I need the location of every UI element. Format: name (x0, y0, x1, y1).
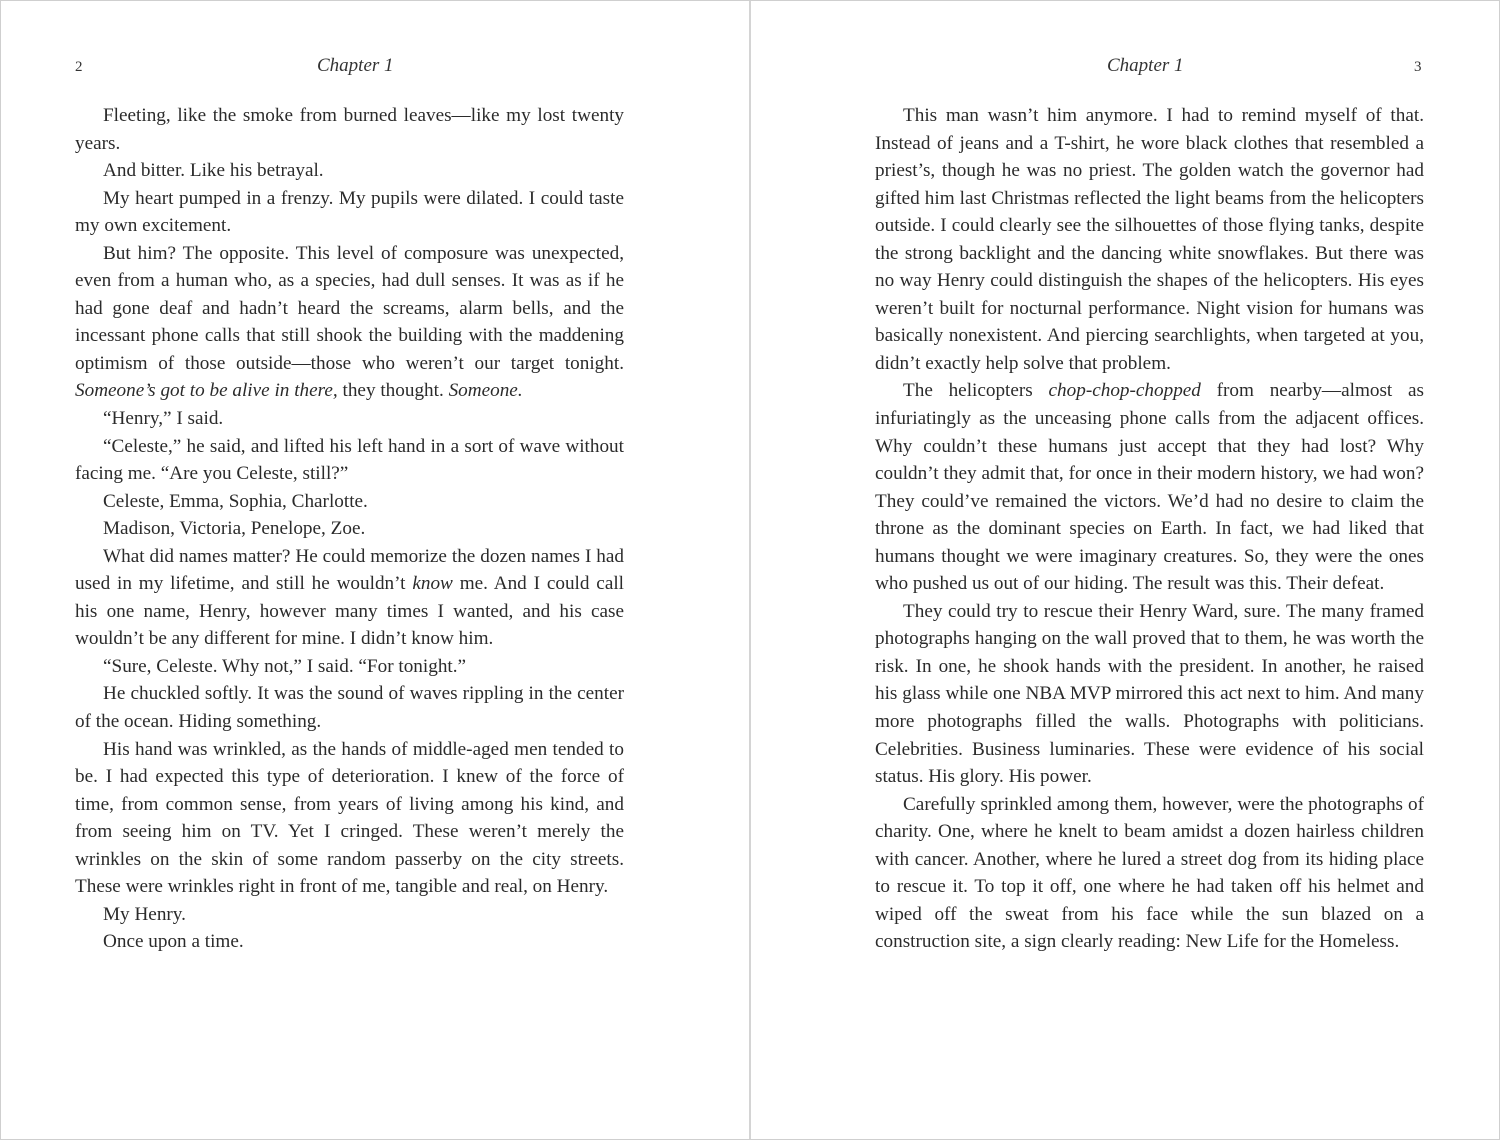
paragraph (75, 157, 624, 185)
italic-text: Someone’s got to be alive in there, (75, 380, 338, 402)
page-header (1, 53, 749, 83)
text-run: “Sure, Celeste. Why not,” I said. “For tonight.” (103, 655, 467, 677)
page-body (75, 102, 624, 956)
text-run: Fleeting, like the smoke from burned leaves—like my lost twenty years. (75, 105, 624, 154)
text-run: me. And I could call his one name, Henry, however many times I wanted, and his case wouldn’t be any different for mine. I didn’t know him. (75, 573, 624, 650)
text-run: But him? The opposite. This level of composure was unexpected, even from a human who, as a species, had dull senses. It was as if he had gone deaf and hadn’t heard the screams, alarm bells, and the incessant phone calls that still shook the building with the maddening optimism of those outside—those who weren’t our target tonight. (75, 242, 624, 374)
italic-text: know (412, 573, 453, 595)
paragraph (75, 433, 624, 488)
paragraph (75, 102, 624, 157)
chapter-header: Chapter 1 (1107, 55, 1184, 76)
text-run: His hand was wrinkled, as the hands of middle-aged men tended to be. I had expected this type of deterioration. I knew of the force of time, from common sense, from years of living among his kind, and from seeing him on TV. Yet I cringed. These weren’t merely the wrinkles on the skin of some random passerby on the city streets. These were wrinkles right in front of me, tangible and real, on Henry. (75, 738, 624, 898)
text-run: What did names matter? He could memorize the dozen names I had used in my lifetime, and still he wouldn’t (75, 545, 624, 595)
text-run: they thought. (337, 380, 449, 402)
page-header (751, 53, 1499, 83)
text-run: Carefully sprinkled among them, however, were the photographs of charity. One, where he knelt to beam amidst a dozen hairless children with cancer. Another, where he lured a street dog from its hiding place to rescue it. To top it off, one where he had taken off his helmet and wiped off the sweat from his face while the sun blazed on a construction site, a sign clearly reading: New Life for the Homeless. (875, 793, 1424, 953)
chapter-header: Chapter 1 (317, 55, 394, 76)
italic-text: chop-chop-chopped (1048, 380, 1201, 402)
text-run: My heart pumped in a frenzy. My pupils were dilated. I could taste my own excitement. (75, 187, 624, 237)
italic-text: Someone. (448, 380, 523, 402)
page-body (875, 102, 1424, 956)
text-run: And bitter. Like his betrayal. (103, 160, 324, 182)
paragraph (75, 515, 624, 543)
paragraph (875, 598, 1424, 791)
text-run: “Henry,” I said. (103, 408, 224, 430)
paragraph (75, 240, 624, 405)
text-run: “Celeste,” he said, and lifted his left hand in a sort of wave without facing me. “Are you Celeste, still?” (75, 435, 624, 485)
paragraph (75, 928, 624, 956)
text-run: Celeste, Emma, Sophia, Charlotte. (103, 490, 368, 512)
paragraph (75, 901, 624, 929)
paragraph (75, 680, 624, 735)
text-run: Madison, Victoria, Penelope, Zoe. (103, 518, 366, 540)
paragraph (75, 543, 624, 653)
paragraph (75, 185, 624, 240)
paragraph (75, 736, 624, 901)
text-run: My Henry. (103, 903, 186, 925)
paragraph (875, 791, 1424, 956)
paragraph (875, 102, 1424, 377)
paragraph (75, 488, 624, 516)
text-run: Once upon a time. (103, 931, 244, 953)
text-run: He chuckled softly. It was the sound of waves rippling in the center of the ocean. Hiding something. (75, 683, 624, 733)
text-run: This man wasn’t him anymore. I had to remind myself of that. Instead of jeans and a T-shirt, he wore black clothes that resembled a priest’s, though he was no priest. The golden watch the governor had gifted him last Christmas reflected the light beams from the helicopters outside. I could clearly see the silhouettes of those flying tanks, despite the strong backlight and the dancing white snowflakes. But there was no way Henry could distinguish the shapes of the helicopters. His eyes weren’t built for nocturnal performance. Night vision for humans was basically nonexistent. And piercing searchlights, when targeted at you, didn’t exactly help solve that problem. (875, 105, 1424, 374)
right-page (751, 1, 1499, 1139)
paragraph (75, 653, 624, 681)
text-run: from nearby—almost as infuriatingly as the unceasing phone calls from the adjacent offices. Why couldn’t these humans just accept that they had lost? Why couldn’t they admit that, for once in their modern history, we had won? They could’ve remained the victors. We’d had no desire to claim the throne as the dominant species on Earth. In fact, we had liked that humans thought we were imaginary creatures. So, they were the ones who pushed us out of our hiding. The result was this. Their defeat. (875, 380, 1424, 595)
text-run: The helicopters (903, 380, 1049, 402)
page-number: 3 (1414, 59, 1422, 75)
text-run: They could try to rescue their Henry Ward, sure. The many framed photographs hanging on the wall proved that to them, he was worth the risk. In one, he shook hands with the president. In another, he raised his glass while one NBA MVP mirrored this act next to him. And many more photographs filled the walls. Photographs with politicians. Celebrities. Business luminaries. These were evidence of his social status. His glory. His power. (875, 600, 1424, 788)
left-page (1, 1, 749, 1139)
paragraph (875, 377, 1424, 597)
paragraph (75, 405, 624, 433)
page-number: 2 (75, 59, 83, 75)
